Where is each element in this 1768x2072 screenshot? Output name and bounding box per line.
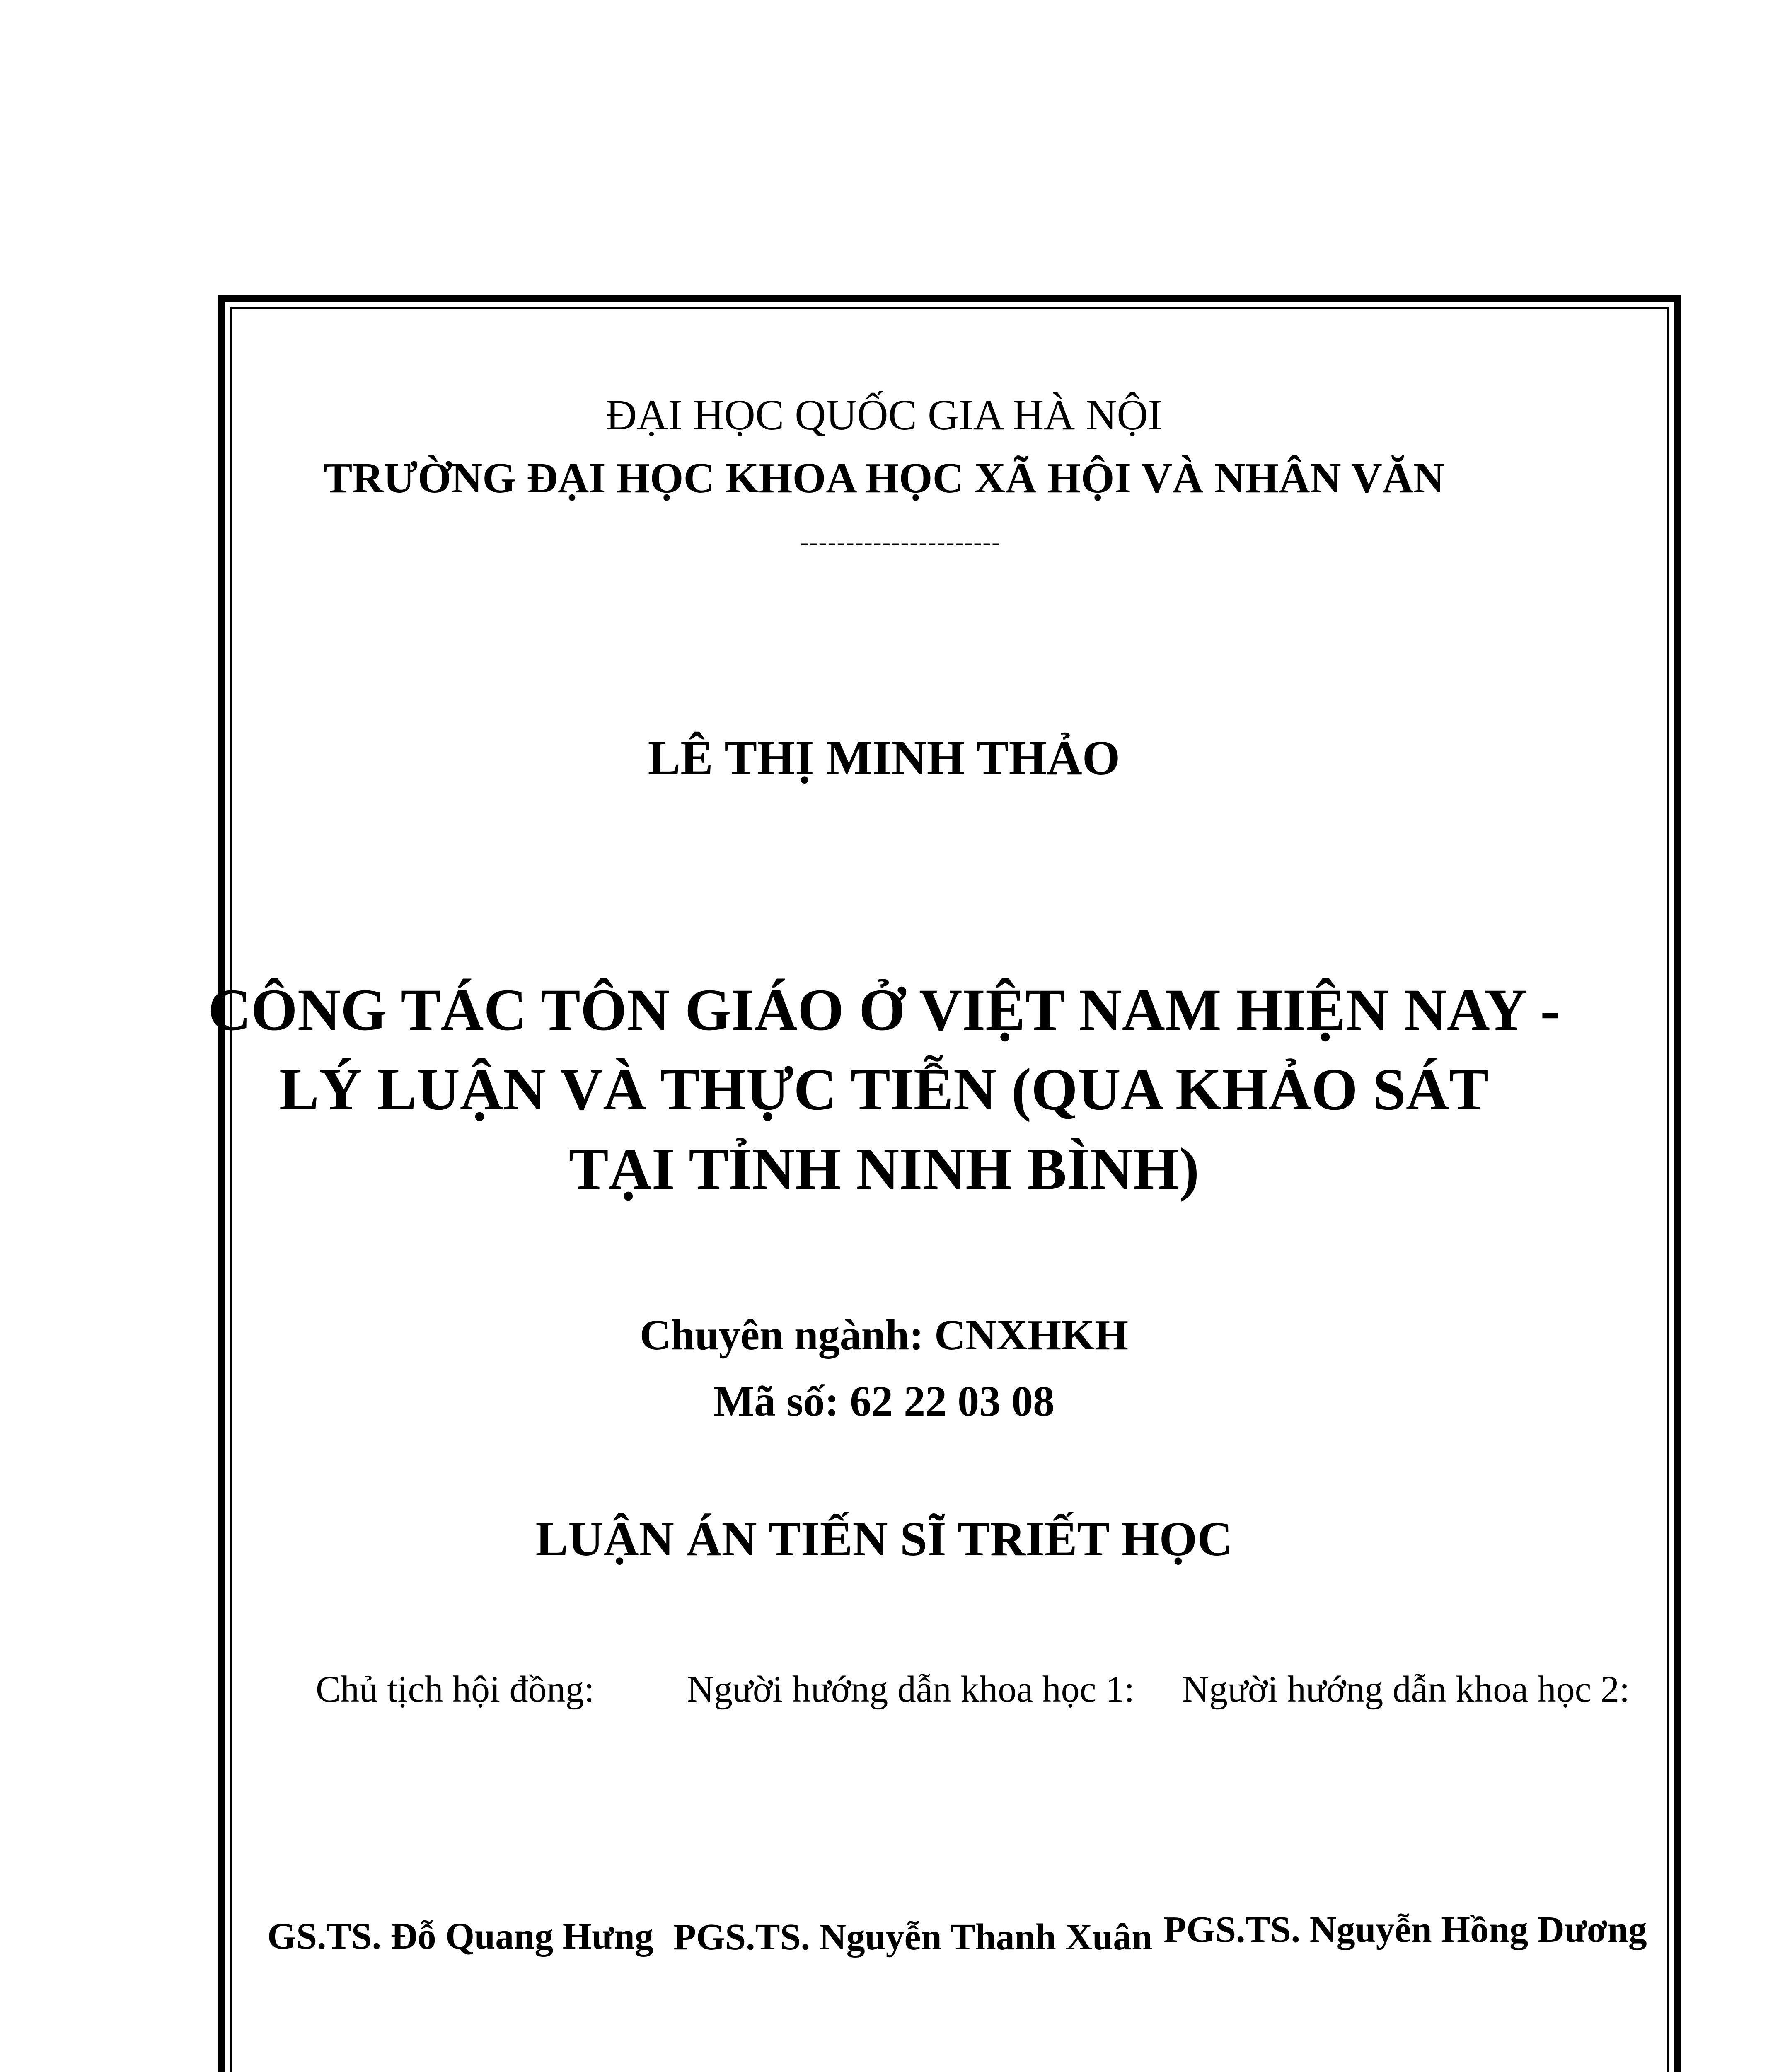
committee-name-advisor-1: PGS.TS. Nguyễn Thanh Xuân bbox=[673, 1917, 1153, 1958]
school-name: TRƯỜNG ĐẠI HỌC KHOA HỌC XÃ HỘI VÀ NHÂN VĂN bbox=[323, 454, 1445, 502]
university-name: ĐẠI HỌC QUỐC GIA HÀ NỘI bbox=[605, 391, 1163, 439]
thesis-title-line: LÝ LUẬN VÀ THỰC TIỄN (QUA KHẢO SÁT bbox=[279, 1057, 1489, 1123]
committee-name-advisor-2: PGS.TS. Nguyễn Hồng Dương bbox=[1163, 1909, 1647, 1950]
thesis-title-line: CÔNG TÁC TÔN GIÁO Ở VIỆT NAM HIỆN NAY - bbox=[208, 977, 1560, 1043]
thesis-title-line: TẠI TỈNH NINH BÌNH) bbox=[568, 1136, 1200, 1202]
thesis-title bbox=[0, 971, 1768, 1209]
author-name: LÊ THỊ MINH THẢO bbox=[648, 731, 1120, 785]
committee-name-chair: GS.TS. Đỗ Quang Hưng bbox=[267, 1916, 653, 1957]
committee-role-chair: Chủ tịch hội đồng: bbox=[316, 1669, 595, 1710]
thesis-type: LUẬN ÁN TIẾN SĨ TRIẾT HỌC bbox=[535, 1512, 1233, 1566]
committee-role-advisor-1: Người hướng dẫn khoa học 1: bbox=[687, 1669, 1135, 1710]
committee-role-advisor-2: Người hướng dẫn khoa học 2: bbox=[1182, 1669, 1630, 1710]
code-label: Mã số: 62 22 03 08 bbox=[713, 1377, 1055, 1425]
major-label: Chuyên ngành: CNXHKH bbox=[640, 1311, 1128, 1359]
header-divider: ---------------------- bbox=[800, 528, 1001, 556]
